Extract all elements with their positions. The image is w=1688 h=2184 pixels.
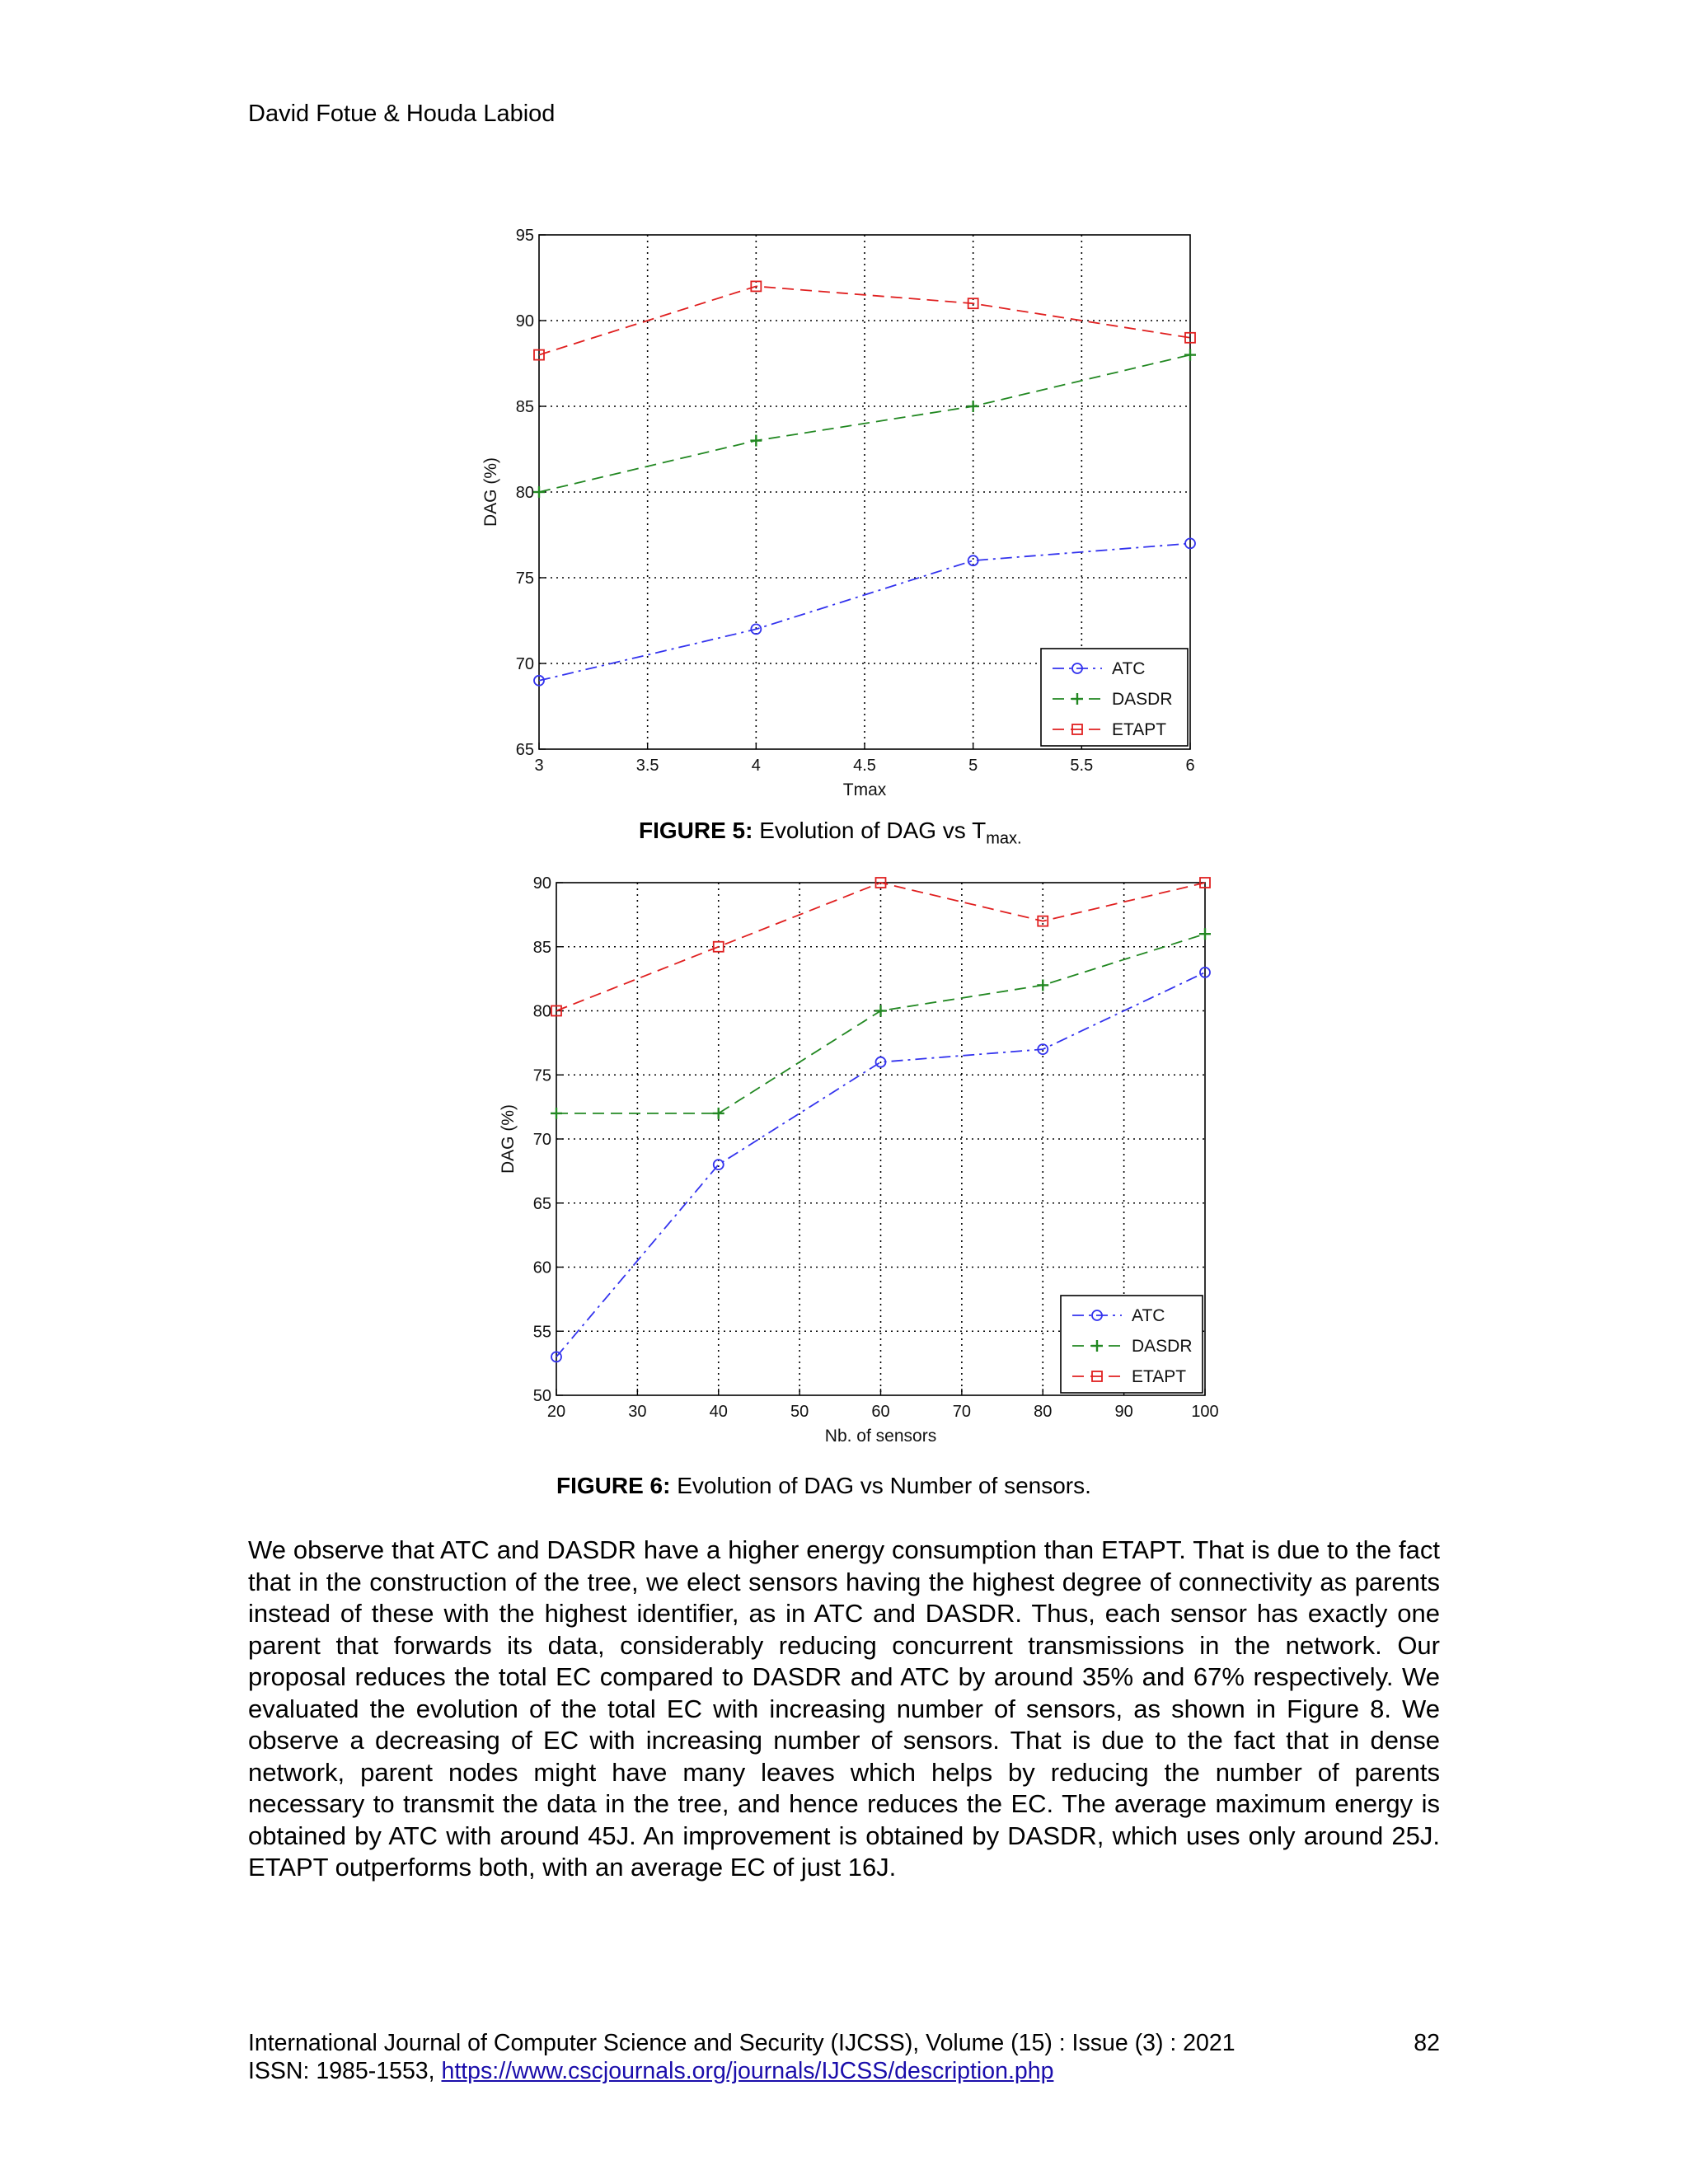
x-tick-label: 3.5 <box>635 757 659 775</box>
figure-6-chart <box>478 865 1236 1459</box>
y-tick-label: 90 <box>532 874 551 893</box>
y-tick-label: 90 <box>515 312 534 330</box>
x-tick-label: 3 <box>534 757 544 775</box>
legend-atc-label: ATC <box>1132 1306 1165 1325</box>
x-axis-label: Tmax <box>842 780 887 799</box>
y-tick-label: 80 <box>532 1002 551 1021</box>
figure-6-caption-text: Evolution of DAG vs Number of sensors. <box>677 1473 1091 1498</box>
y-tick-label: 55 <box>532 1323 551 1342</box>
figure-5-caption-sub: max. <box>986 829 1022 848</box>
y-tick-label: 50 <box>532 1387 551 1405</box>
figure-5-caption <box>639 818 1022 849</box>
x-tick-label: 5 <box>968 757 978 775</box>
legend-dasdr-label: DASDR <box>1132 1337 1193 1356</box>
legend-dasdr-label: DASDR <box>1112 690 1173 709</box>
y-tick-label: 60 <box>532 1258 551 1277</box>
x-tick-label: 100 <box>1191 1403 1219 1421</box>
x-tick-label: 5.5 <box>1070 757 1094 775</box>
footer-journal: International Journal of Computer Science and Security (IJCSS), Volume (15) : Issue (3) : 2021 <box>248 2030 1236 2056</box>
figure-5-chart <box>462 214 1220 808</box>
y-tick-label: 70 <box>532 1131 551 1149</box>
page-footer <box>248 2029 1440 2085</box>
x-tick-label: 90 <box>1114 1403 1133 1421</box>
y-tick-label: 80 <box>515 484 534 502</box>
running-header: David Fotue & Houda Labiod <box>248 101 556 127</box>
y-axis-label: DAG (%) <box>481 457 500 527</box>
figure-5-caption-label: FIGURE 5: <box>639 818 753 843</box>
x-tick-label: 80 <box>1034 1403 1053 1421</box>
x-tick-label: 70 <box>952 1403 971 1421</box>
legend-atc-label: ATC <box>1112 659 1146 678</box>
body-paragraph: We observe that ATC and DASDR have a higher energy consumption than ETAPT. That is due to the fact that in the construction of the tree, we elect sensors having the highest degree of connectivity as parents instead of these with the highest identifier, as in ATC and DASDR. Thus, each sensor has exactly one parent that forwards its data, considerably reducing concurrent transmissions in the network. Our proposal reduces the total EC compared to DASDR and ATC by around 35% and 67% respectively. We evaluated the evolution of the total EC with increasing number of sensors, as shown in Figure 8. We observe a decreasing of EC with increasing number of sensors. That is due to the fact that in dense network, parent nodes might have many leaves which helps by reducing the number of parents necessary to transmit the data in the tree, and hence reduces the EC. The average maximum energy is obtained by ATC with around 45J. An improvement is obtained by DASDR, which uses only around 25J. ETAPT outperforms both, with an average EC of just 16J. <box>248 1535 1440 1882</box>
chart-legend <box>1061 1296 1203 1393</box>
figure-6-caption-label: FIGURE 6: <box>556 1473 671 1498</box>
y-tick-label: 75 <box>532 1066 551 1085</box>
x-tick-label: 6 <box>1185 757 1195 775</box>
x-tick-label: 4 <box>751 757 761 775</box>
y-tick-label: 85 <box>532 938 551 957</box>
figure-5-caption-text: Evolution of DAG vs T <box>759 818 987 843</box>
figure-6-caption <box>556 1473 1091 1499</box>
x-tick-label: 20 <box>546 1403 566 1421</box>
x-tick-label: 50 <box>790 1403 809 1421</box>
footer-page-number: 82 <box>1414 2030 1440 2056</box>
x-tick-label: 40 <box>709 1403 728 1421</box>
y-tick-label: 65 <box>532 1194 551 1213</box>
y-tick-label: 85 <box>515 398 534 416</box>
y-tick-label: 65 <box>515 741 534 759</box>
x-tick-label: 60 <box>871 1403 890 1421</box>
y-tick-label: 75 <box>515 569 534 588</box>
x-axis-label: Nb. of sensors <box>824 1427 937 1446</box>
x-tick-label: 30 <box>628 1403 647 1421</box>
chart-legend <box>1041 649 1188 746</box>
legend-etapt-label: ETAPT <box>1112 720 1167 739</box>
footer-issn: ISSN: 1985-1553, <box>248 2058 442 2084</box>
legend-etapt-label: ETAPT <box>1132 1367 1187 1386</box>
y-tick-label: 70 <box>515 655 534 673</box>
y-tick-label: 95 <box>515 227 534 245</box>
footer-link[interactable]: https://www.cscjournals.org/journals/IJCSS/description.php <box>441 2058 1054 2084</box>
x-tick-label: 4.5 <box>853 757 876 775</box>
y-axis-label: DAG (%) <box>499 1104 518 1174</box>
